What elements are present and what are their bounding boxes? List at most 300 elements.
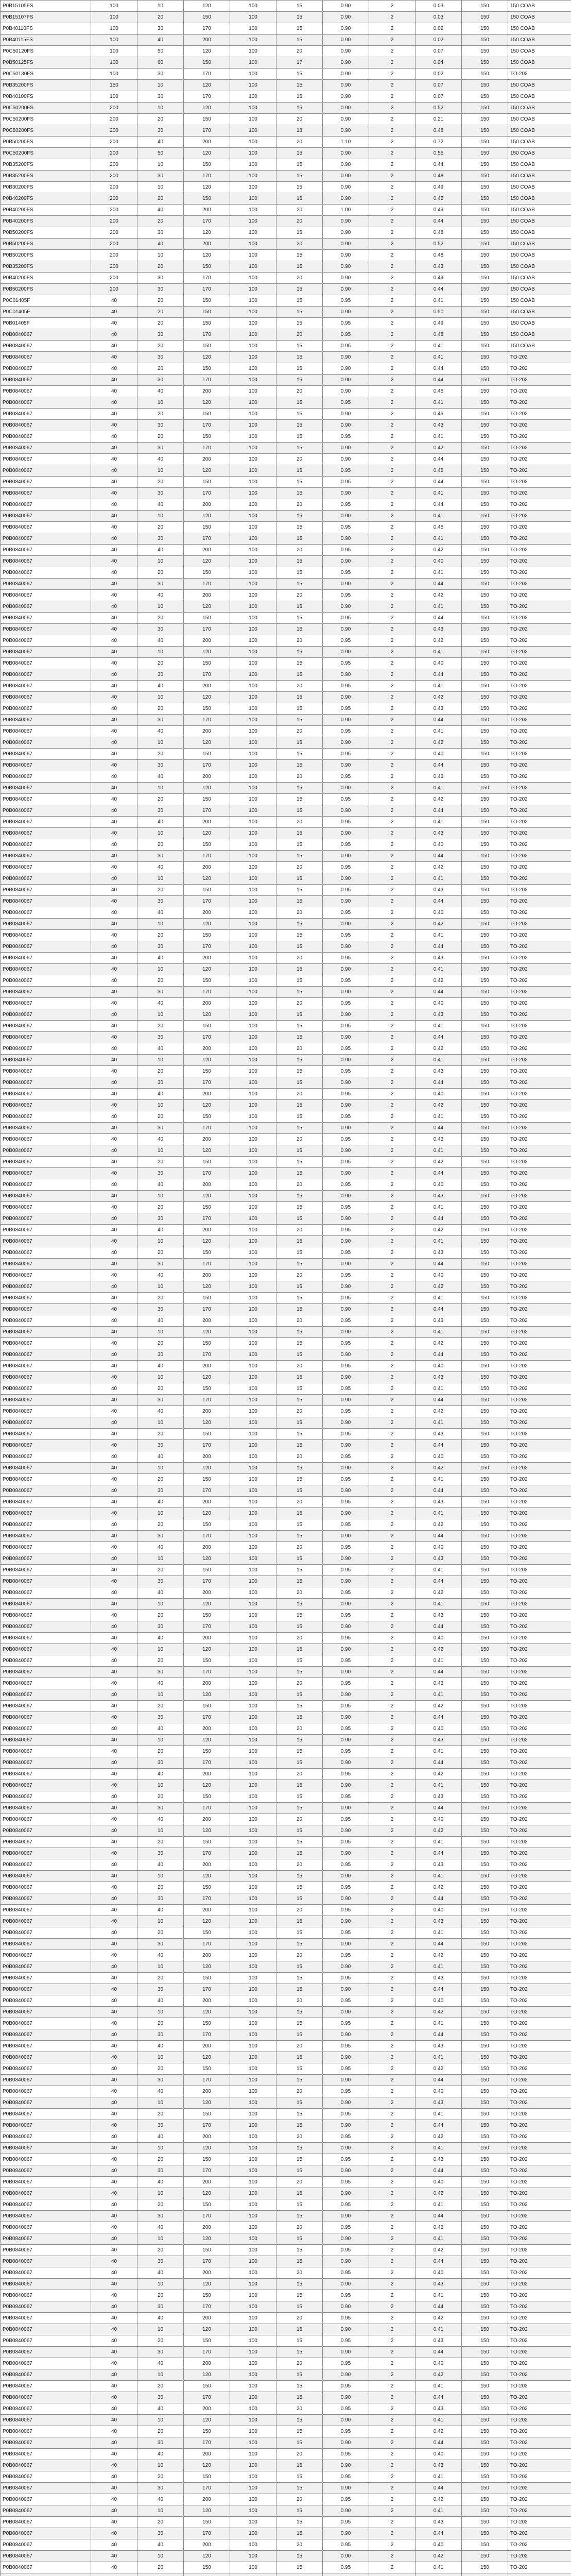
cell-model: P0B0840067	[1, 2211, 91, 2222]
cell-pct: 0.41	[416, 817, 462, 828]
cell-v1: 40	[91, 2517, 137, 2528]
cell-model: P0C50130FS	[1, 69, 91, 80]
cell-v1: 40	[91, 624, 137, 635]
cell-v2: 40	[137, 590, 184, 601]
table-row	[1, 749, 571, 760]
cell-n: 2	[369, 2041, 416, 2052]
cell-v1: 40	[91, 1508, 137, 1519]
cell-pct: 0.72	[416, 137, 462, 148]
cell-v4: 100	[230, 1089, 276, 1100]
cell-ratio: 0.90	[323, 1757, 369, 1769]
cell-pct: 0.44	[416, 2165, 462, 2177]
cell-v4: 100	[230, 2358, 276, 2369]
cell-model: P0B0840067	[1, 2199, 91, 2211]
cell-package: TO-202	[508, 1429, 571, 1440]
cell-v1: 40	[91, 1100, 137, 1111]
cell-pct: 0.42	[416, 1882, 462, 1893]
cell-v2: 40	[137, 1814, 184, 1825]
cell-v4: 100	[230, 23, 276, 35]
cell-pct: 0.45	[416, 522, 462, 533]
cell-v4: 100	[230, 930, 276, 941]
cell-v2: 10	[137, 828, 184, 839]
table-row	[1, 1746, 571, 1757]
cell-ratio: 0.90	[323, 375, 369, 386]
cell-v4: 100	[230, 873, 276, 885]
cell-v2: 10	[137, 1009, 184, 1021]
cell-model: P0B0840067	[1, 375, 91, 386]
cell-v5: 15	[276, 1293, 323, 1304]
cell-v2: 40	[137, 205, 184, 216]
cell-ratio: 0.90	[323, 2007, 369, 2018]
table-row	[1, 1009, 571, 1021]
cell-v2: 10	[137, 2415, 184, 2426]
cell-n: 2	[369, 2018, 416, 2029]
cell-ratio: 0.90	[323, 601, 369, 613]
cell-model: P0B0840067	[1, 1315, 91, 1327]
cell-v2: 40	[137, 1361, 184, 1372]
cell-v1: 40	[91, 1247, 137, 1259]
cell-ratio: 0.90	[323, 103, 369, 114]
cell-code: 150	[462, 239, 508, 250]
cell-v5: 15	[276, 1100, 323, 1111]
cell-model: P0B0840067	[1, 794, 91, 805]
cell-ratio: 0.95	[323, 1746, 369, 1757]
cell-ratio: 0.90	[323, 2279, 369, 2290]
cell-n: 2	[369, 2494, 416, 2505]
cell-package: TO-202	[508, 851, 571, 862]
cell-v1: 40	[91, 658, 137, 669]
cell-pct: 0.43	[416, 1247, 462, 1259]
cell-code: 150	[462, 2245, 508, 2256]
cell-pct: 0.42	[416, 975, 462, 987]
cell-code: 150	[462, 1281, 508, 1293]
cell-v3: 170	[184, 2256, 230, 2267]
cell-ratio: 0.95	[323, 1701, 369, 1712]
cell-v3: 170	[184, 216, 230, 227]
cell-ratio: 0.90	[323, 1916, 369, 1927]
cell-v2: 20	[137, 1610, 184, 1621]
cell-v3: 150	[184, 1429, 230, 1440]
cell-v2: 20	[137, 1383, 184, 1395]
cell-code: 150	[462, 375, 508, 386]
cell-code: 150	[462, 533, 508, 545]
cell-pct: 0.21	[416, 114, 462, 125]
cell-code: 150	[462, 1905, 508, 1916]
cell-ratio: 0.90	[323, 851, 369, 862]
cell-v4: 100	[230, 2460, 276, 2471]
cell-n: 2	[369, 1429, 416, 1440]
cell-package: TO-202	[508, 2437, 571, 2449]
cell-v4: 100	[230, 2528, 276, 2539]
cell-ratio: 0.90	[323, 193, 369, 205]
cell-pct: 0.03	[416, 12, 462, 23]
cell-v5: 15	[276, 2245, 323, 2256]
cell-n: 2	[369, 171, 416, 182]
cell-v4: 100	[230, 2165, 276, 2177]
cell-v2: 30	[137, 352, 184, 363]
cell-v5: 15	[276, 2483, 323, 2494]
table-row	[1, 341, 571, 352]
cell-v3: 120	[184, 46, 230, 57]
cell-code: 150	[462, 2075, 508, 2086]
cell-v1: 40	[91, 2199, 137, 2211]
cell-model: P0B0840067	[1, 1032, 91, 1043]
cell-ratio: 0.90	[323, 533, 369, 545]
cell-model: P0C01405F	[1, 295, 91, 307]
cell-v5: 20	[276, 2131, 323, 2143]
cell-v5: 20	[276, 635, 323, 647]
cell-pct: 0.41	[416, 431, 462, 443]
cell-pct: 0.43	[416, 1735, 462, 1746]
cell-v4: 100	[230, 91, 276, 103]
table-row	[1, 2483, 571, 2494]
cell-v5: 15	[276, 2165, 323, 2177]
cell-pct: 0.43	[416, 1372, 462, 1383]
cell-v1: 40	[91, 1372, 137, 1383]
cell-n: 2	[369, 1406, 416, 1417]
cell-pct: 0.41	[416, 2018, 462, 2029]
cell-code: 150	[462, 420, 508, 431]
table-row	[1, 647, 571, 658]
cell-v3: 120	[184, 2324, 230, 2335]
cell-ratio: 0.90	[323, 1576, 369, 1587]
cell-model: P0B0840067	[1, 2460, 91, 2471]
cell-v2: 30	[137, 2165, 184, 2177]
cell-code: 150	[462, 57, 508, 69]
cell-model: P0B0840067	[1, 1803, 91, 1814]
cell-ratio: 0.90	[323, 1939, 369, 1950]
cell-n: 2	[369, 2143, 416, 2154]
cell-n: 2	[369, 760, 416, 771]
cell-n: 2	[369, 613, 416, 624]
cell-package: TO-202	[508, 2505, 571, 2517]
cell-pct: 0.43	[416, 953, 462, 964]
table-row	[1, 2505, 571, 2517]
cell-v4: 100	[230, 2426, 276, 2437]
cell-model: P0B0840067	[1, 2449, 91, 2460]
cell-v1: 40	[91, 1871, 137, 1882]
cell-v2: 10	[137, 556, 184, 567]
table-row	[1, 1361, 571, 1372]
cell-code: 150	[462, 1939, 508, 1950]
cell-v4: 100	[230, 295, 276, 307]
cell-v1: 40	[91, 1644, 137, 1655]
table-row	[1, 1134, 571, 1145]
cell-n: 2	[369, 1236, 416, 1247]
cell-v4: 100	[230, 1803, 276, 1814]
cell-v1: 40	[91, 533, 137, 545]
cell-v5: 15	[276, 1372, 323, 1383]
cell-package: TO-202	[508, 1123, 571, 1134]
cell-v3: 150	[184, 2562, 230, 2573]
cell-code: 150	[462, 216, 508, 227]
cell-pct: 0.44	[416, 2347, 462, 2358]
cell-v4: 100	[230, 1259, 276, 1270]
cell-code: 150	[462, 1689, 508, 1701]
cell-v5: 15	[276, 1145, 323, 1157]
cell-code: 150	[462, 647, 508, 658]
cell-ratio: 0.90	[323, 1961, 369, 1973]
cell-v2: 30	[137, 2437, 184, 2449]
cell-v4: 100	[230, 998, 276, 1009]
cell-n: 2	[369, 2460, 416, 2471]
cell-v3: 150	[184, 295, 230, 307]
cell-n: 2	[369, 1451, 416, 1463]
table-row	[1, 941, 571, 953]
cell-model: P0B0840067	[1, 1825, 91, 1837]
cell-v2: 20	[137, 567, 184, 579]
cell-pct: 0.42	[416, 1950, 462, 1961]
cell-v4: 100	[230, 1304, 276, 1315]
cell-model: P0B0840067	[1, 919, 91, 930]
cell-v5: 15	[276, 647, 323, 658]
table-row	[1, 2063, 571, 2075]
cell-pct: 0.44	[416, 2029, 462, 2041]
cell-v1: 40	[91, 907, 137, 919]
cell-v4: 100	[230, 1531, 276, 1542]
cell-pct: 0.43	[416, 1191, 462, 1202]
cell-v5: 20	[276, 907, 323, 919]
table-row	[1, 1927, 571, 1939]
cell-model: P0B0840067	[1, 567, 91, 579]
cell-ratio: 0.90	[323, 2347, 369, 2358]
cell-v2: 20	[137, 1474, 184, 1485]
cell-ratio: 0.90	[323, 1508, 369, 1519]
cell-v4: 100	[230, 1576, 276, 1587]
cell-v2: 30	[137, 2392, 184, 2403]
cell-model: P0B0840067	[1, 2075, 91, 2086]
cell-n: 2	[369, 862, 416, 873]
cell-model: P0B0840067	[1, 386, 91, 397]
cell-pct: 0.41	[416, 601, 462, 613]
cell-pct: 0.40	[416, 1905, 462, 1916]
cell-ratio: 0.90	[323, 1621, 369, 1633]
cell-ratio: 0.90	[323, 964, 369, 975]
cell-pct: 0.44	[416, 454, 462, 465]
cell-code: 150	[462, 1621, 508, 1633]
cell-v1: 40	[91, 873, 137, 885]
cell-ratio: 0.95	[323, 2562, 369, 2573]
cell-v2: 20	[137, 477, 184, 488]
cell-ratio: 0.95	[323, 1089, 369, 1100]
table-row	[1, 182, 571, 193]
cell-model: P0B0840067	[1, 1961, 91, 1973]
cell-ratio: 0.95	[323, 499, 369, 511]
cell-v2: 10	[137, 737, 184, 749]
cell-v1: 40	[91, 737, 137, 749]
cell-model: P0B0840067	[1, 805, 91, 817]
cell-v1: 40	[91, 454, 137, 465]
cell-code: 150	[462, 1225, 508, 1236]
cell-model: P0B0840067	[1, 1519, 91, 1531]
cell-v1: 40	[91, 2369, 137, 2381]
cell-v2: 10	[137, 1599, 184, 1610]
cell-v4: 100	[230, 1123, 276, 1134]
cell-code: 150	[462, 409, 508, 420]
cell-v4: 100	[230, 114, 276, 125]
cell-package: TO-202	[508, 2392, 571, 2403]
cell-pct: 0.41	[416, 2471, 462, 2483]
cell-ratio: 0.95	[323, 1565, 369, 1576]
cell-ratio: 1.10	[323, 137, 369, 148]
cell-ratio: 0.95	[323, 749, 369, 760]
cell-v2: 30	[137, 1893, 184, 1905]
table-row	[1, 2211, 571, 2222]
cell-ratio: 0.90	[323, 511, 369, 522]
cell-v5: 15	[276, 2256, 323, 2267]
table-row	[1, 987, 571, 998]
cell-v3: 120	[184, 511, 230, 522]
cell-v3: 200	[184, 1587, 230, 1599]
cell-pct: 0.44	[416, 715, 462, 726]
cell-pct: 0.43	[416, 828, 462, 839]
cell-v5: 15	[276, 737, 323, 749]
cell-v3: 170	[184, 1395, 230, 1406]
cell-n: 2	[369, 2279, 416, 2290]
cell-code: 150	[462, 284, 508, 295]
table-row	[1, 1417, 571, 1429]
cell-v3: 170	[184, 1939, 230, 1950]
cell-package: TO-202	[508, 1055, 571, 1066]
cell-n: 2	[369, 522, 416, 533]
table-row	[1, 1406, 571, 1417]
cell-model: P0B0840067	[1, 363, 91, 375]
cell-n: 2	[369, 443, 416, 454]
cell-v1: 40	[91, 1565, 137, 1576]
cell-v3: 200	[184, 1723, 230, 1735]
cell-v2: 40	[137, 2041, 184, 2052]
cell-model: P0B0840067	[1, 1293, 91, 1304]
cell-n: 2	[369, 216, 416, 227]
table-row	[1, 1893, 571, 1905]
cell-n: 2	[369, 2426, 416, 2437]
cell-code: 150	[462, 295, 508, 307]
cell-ratio: 0.90	[323, 1803, 369, 1814]
cell-v5: 15	[276, 703, 323, 715]
cell-v3: 200	[184, 1451, 230, 1463]
cell-package: TO-202	[508, 1077, 571, 1089]
cell-model: P0B0840067	[1, 692, 91, 703]
cell-model: P0B0840067	[1, 737, 91, 749]
table-row	[1, 1395, 571, 1406]
cell-model: P0B0840067	[1, 1213, 91, 1225]
cell-model: P0B0840067	[1, 1995, 91, 2007]
table-row	[1, 2551, 571, 2562]
cell-package: TO-202	[508, 760, 571, 771]
cell-n: 2	[369, 1372, 416, 1383]
cell-v4: 100	[230, 1599, 276, 1610]
cell-package: TO-202	[508, 1859, 571, 1871]
cell-v1: 100	[91, 69, 137, 80]
cell-package: TO-202	[508, 2403, 571, 2415]
cell-v1: 40	[91, 1429, 137, 1440]
cell-n: 2	[369, 1293, 416, 1304]
table-row	[1, 1304, 571, 1315]
cell-v2: 10	[137, 1825, 184, 1837]
cell-ratio: 0.95	[323, 545, 369, 556]
cell-v1: 40	[91, 1757, 137, 1769]
table-row	[1, 828, 571, 839]
cell-package: TO-202	[508, 2143, 571, 2154]
cell-v2: 10	[137, 1961, 184, 1973]
cell-v5: 15	[276, 2471, 323, 2483]
cell-v2: 10	[137, 2007, 184, 2018]
cell-pct: 0.07	[416, 80, 462, 91]
cell-v2: 40	[137, 1723, 184, 1735]
cell-model: P0B0840067	[1, 2177, 91, 2188]
cell-n: 2	[369, 2165, 416, 2177]
cell-v5: 15	[276, 1882, 323, 1893]
cell-code: 150	[462, 817, 508, 828]
cell-code: 150	[462, 1179, 508, 1191]
cell-v3: 150	[184, 2426, 230, 2437]
cell-v3: 200	[184, 1633, 230, 1644]
cell-v4: 100	[230, 1134, 276, 1145]
cell-package: TO-202	[508, 1678, 571, 1689]
table-row	[1, 669, 571, 681]
cell-package: TO-202	[508, 749, 571, 760]
cell-v3: 170	[184, 2528, 230, 2539]
cell-v5: 15	[276, 295, 323, 307]
cell-ratio: 0.90	[323, 1281, 369, 1293]
cell-v2: 40	[137, 1950, 184, 1961]
cell-package: TO-202	[508, 397, 571, 409]
cell-model: P0B0840067	[1, 839, 91, 851]
cell-v3: 120	[184, 556, 230, 567]
cell-ratio: 0.95	[323, 1587, 369, 1599]
cell-ratio: 0.90	[323, 1009, 369, 1021]
cell-v5: 15	[276, 1961, 323, 1973]
cell-n: 2	[369, 125, 416, 137]
cell-code: 150	[462, 2505, 508, 2517]
cell-package: TO-202	[508, 2109, 571, 2120]
cell-model: P0B0840067	[1, 601, 91, 613]
cell-n: 2	[369, 250, 416, 261]
cell-ratio: 0.90	[323, 828, 369, 839]
cell-v2: 40	[137, 1995, 184, 2007]
cell-v2: 10	[137, 1145, 184, 1157]
cell-v1: 200	[91, 205, 137, 216]
cell-v1: 40	[91, 1111, 137, 1123]
cell-model: P0B0840067	[1, 329, 91, 341]
cell-model: P0B0840067	[1, 2245, 91, 2256]
cell-v2: 40	[137, 239, 184, 250]
cell-n: 2	[369, 2347, 416, 2358]
cell-v2: 10	[137, 1191, 184, 1202]
cell-n: 2	[369, 2211, 416, 2222]
cell-pct: 0.41	[416, 873, 462, 885]
cell-v3: 120	[184, 2188, 230, 2199]
cell-package: TO-202	[508, 2381, 571, 2392]
cell-package: TO-202	[508, 1213, 571, 1225]
cell-code: 150	[462, 1791, 508, 1803]
cell-v3: 120	[184, 2551, 230, 2562]
table-row	[1, 352, 571, 363]
cell-v5	[276, 2573, 323, 2576]
cell-v4: 100	[230, 1678, 276, 1689]
cell-v4: 100	[230, 1621, 276, 1633]
cell-v2: 30	[137, 2301, 184, 2313]
cell-v4: 100	[230, 715, 276, 726]
cell-v1: 40	[91, 2097, 137, 2109]
cell-v5: 15	[276, 193, 323, 205]
cell-ratio: 0.95	[323, 2381, 369, 2392]
cell-v2: 20	[137, 216, 184, 227]
cell-v4: 100	[230, 1236, 276, 1247]
cell-code: 150	[462, 103, 508, 114]
cell-n: 2	[369, 1791, 416, 1803]
cell-package: TO-202	[508, 862, 571, 873]
